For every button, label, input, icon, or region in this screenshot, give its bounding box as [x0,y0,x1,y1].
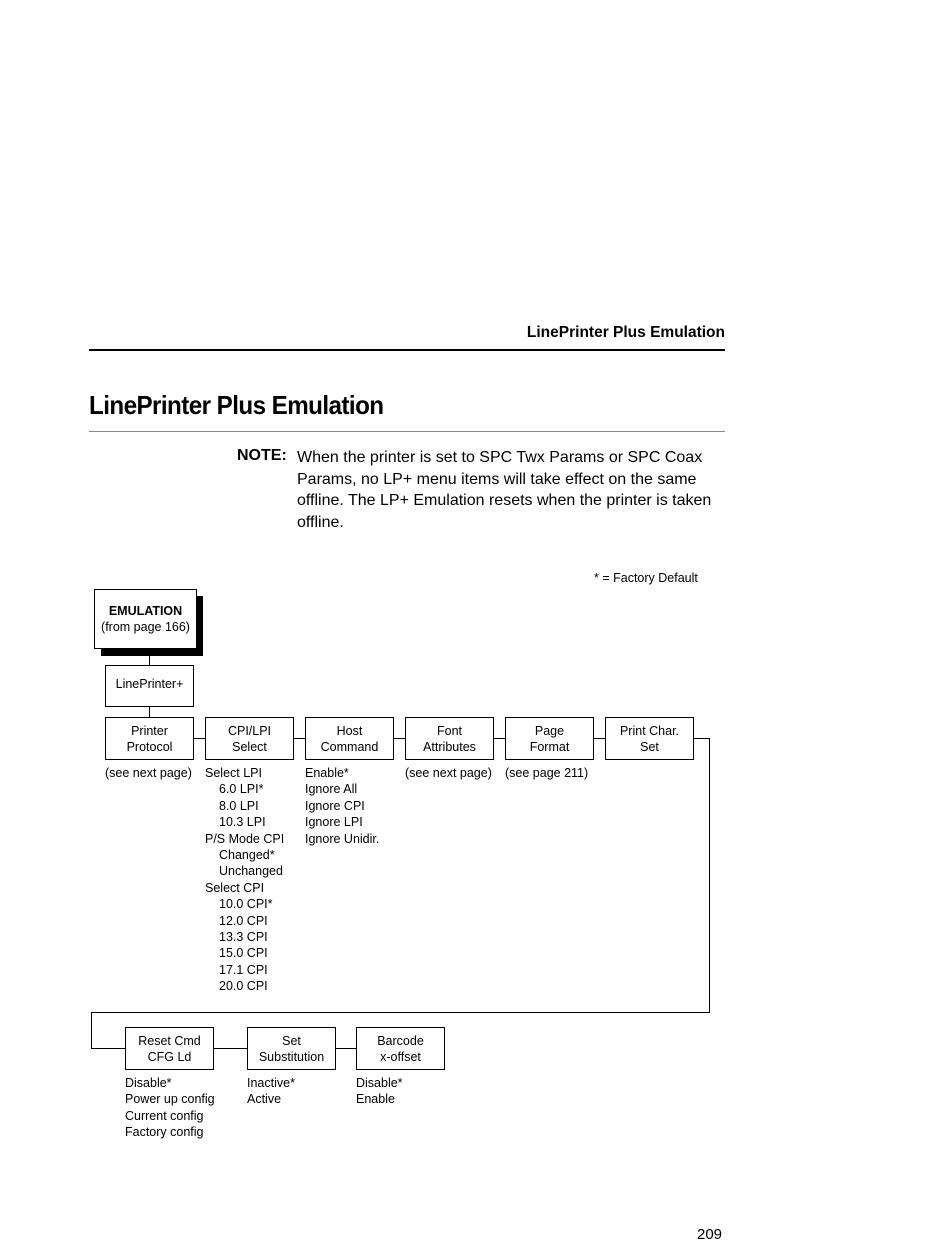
connector-h [494,738,505,739]
connector-h [294,738,305,739]
menu-box-line1: Set [282,1033,301,1048]
menu-box-line2: Substitution [258,1049,325,1064]
option-item: 17.1 CPI [219,962,268,977]
section-title: LinePrinter Plus Emulation [89,390,384,420]
emulation-root-box [94,589,197,649]
header-rule [89,349,725,351]
running-header: LinePrinter Plus Emulation [526,324,725,341]
option-item: 13.3 CPI [219,930,268,945]
menu-box-cpi-lpi-select [205,717,294,760]
menu-box-line2: Command [320,739,379,754]
factory-default-legend: * = Factory Default [594,571,698,585]
connector-wrap-across [91,1012,710,1013]
option-item: 10.0 CPI* [219,897,273,912]
menu-box-printer-protocol [105,717,194,760]
lineprinter-plus-label: LinePrinter+ [115,677,184,691]
menu-box-reset-cmd-cfg-ld [125,1027,214,1070]
connector-h [336,1048,356,1049]
menu-box-set-substitution [247,1027,336,1070]
options-list [505,765,588,781]
connector-wrap-down-left [91,1012,92,1049]
connector-wrap-down [709,738,710,1013]
page-number: 209 [697,1226,723,1243]
option-item: Power up config [125,1092,215,1107]
option-item: Factory config [125,1125,204,1140]
option-item: 8.0 LPI [219,798,259,813]
connector-wrap-in [91,1048,125,1049]
note-text: When the printer is set to SPC Twx Params or SPC Coax Params, no LP+ menu items will take effect on the same offline. The LP+ Emulation resets when the printer is taken offline. [297,449,712,531]
connector-h [394,738,405,739]
menu-box-page-format [505,717,594,760]
menu-box-line2: CFG Ld [147,1049,192,1064]
option-item: 6.0 LPI* [219,782,264,797]
menu-box-line2: Select [232,739,267,754]
root-box-line2: (from page 166) [101,620,190,634]
option-item: Disable* [125,1076,172,1090]
option-item: (see next page) [105,766,192,780]
option-item: Ignore LPI [305,815,363,830]
option-item: Enable [356,1092,395,1107]
menu-box-line1: Print Char. [619,723,680,738]
connector-h [594,738,605,739]
menu-box-line1: Reset Cmd [138,1033,201,1048]
options-list [105,765,192,781]
menu-box-print-char-set [605,717,694,760]
menu-box-line1: Font [436,723,462,738]
menu-box-line2: Format [529,739,570,754]
options-list [405,765,492,781]
option-item: Unchanged [219,864,283,879]
connector-h [194,738,205,739]
menu-box-line1: Barcode [377,1033,424,1048]
options-list [247,1075,295,1108]
option-item: Current config [125,1108,204,1123]
options-list [305,765,379,847]
option-item: P/S Mode CPI [205,831,285,846]
option-item: Select CPI [205,880,265,895]
menu-box-line2: Set [640,739,659,754]
menu-box-line1: Printer [131,723,168,738]
lineprinter-plus-box [105,665,194,707]
menu-box-line2: x-offset [380,1049,421,1064]
option-item: (see page 211) [505,766,589,780]
option-item: Inactive* [247,1076,295,1090]
option-item: Ignore CPI [305,798,365,813]
root-box-line1: EMULATION [108,604,183,618]
option-item: 15.0 CPI [219,946,268,961]
option-item: 12.0 CPI [219,913,268,928]
option-item: Active [247,1092,282,1107]
connector-root-child [149,649,150,665]
note-label: NOTE: [237,447,287,464]
menu-box-font-attributes [405,717,494,760]
connector-h [214,1048,247,1049]
option-item: Ignore Unidir. [305,831,380,846]
menu-box-host-command [305,717,394,760]
options-list [125,1075,215,1141]
menu-box-line2: Attributes [423,739,476,754]
options-list [205,765,284,995]
menu-box-line1: CPI/LPI [227,723,272,738]
option-item: Enable* [305,766,349,780]
menu-box-barcode-x-offset [356,1027,445,1070]
option-item: Select LPI [205,766,262,780]
option-item: 20.0 CPI [219,979,268,994]
options-list [356,1075,403,1108]
title-rule [89,431,725,432]
connector-wrap-right [694,738,710,739]
option-item: 10.3 LPI [219,815,266,830]
menu-box-line1: Page [534,723,565,738]
menu-box-line1: Host [336,723,363,738]
menu-box-line2: Protocol [126,739,173,754]
option-item: Ignore All [305,782,358,797]
option-item: (see next page) [405,766,492,780]
option-item: Changed* [219,848,275,863]
option-item: Disable* [356,1076,403,1090]
